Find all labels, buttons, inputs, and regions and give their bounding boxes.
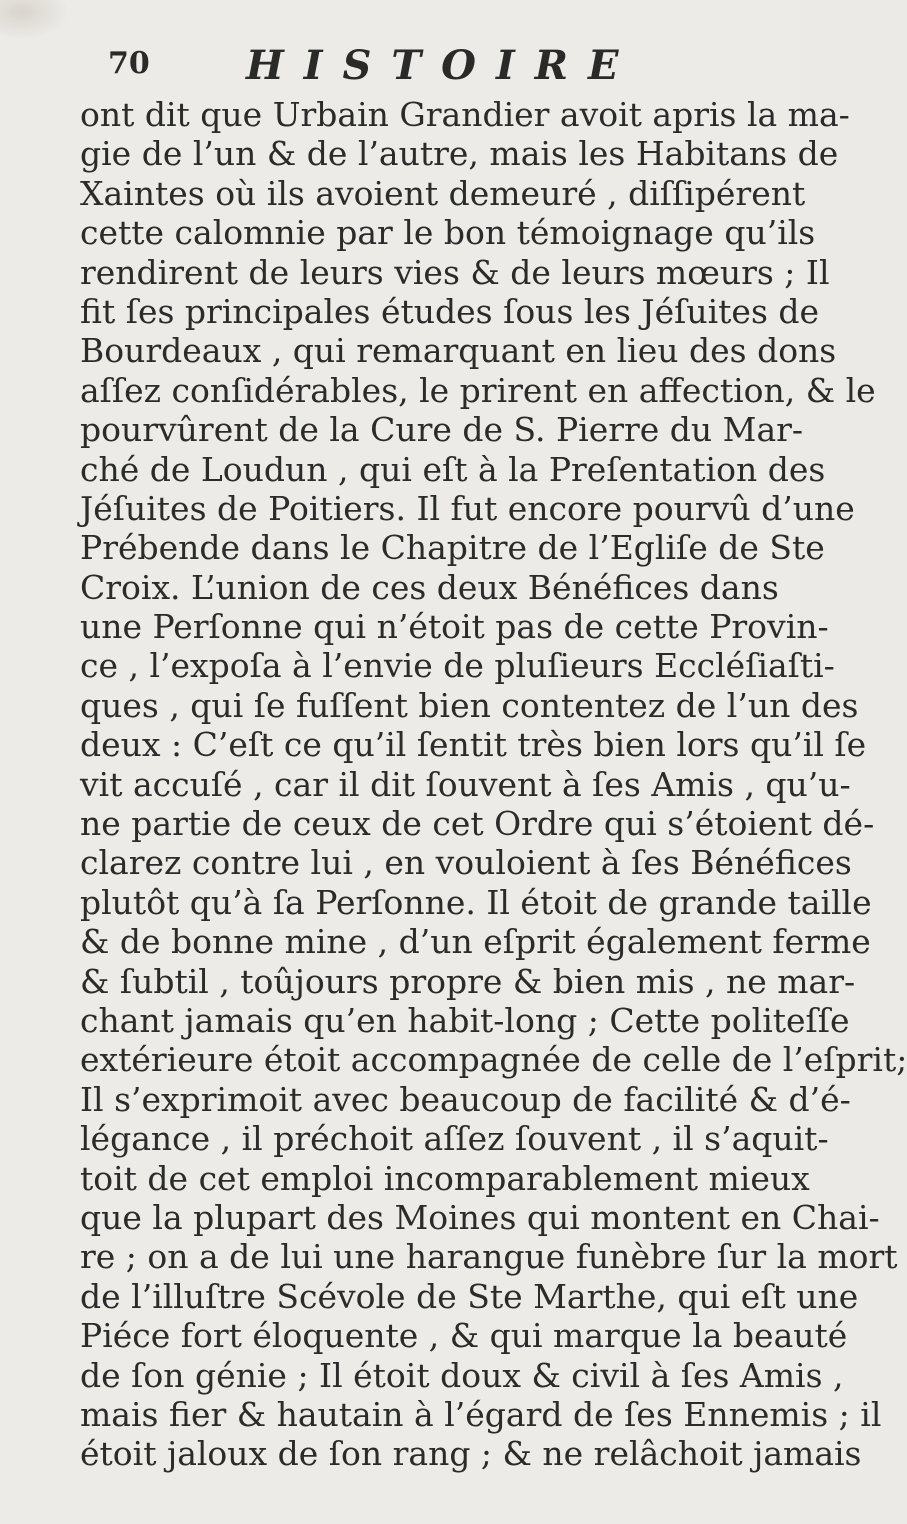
- text-line: rendirent de leurs vies & de leurs mœurs ; Il: [80, 252, 830, 292]
- text-line: ont dit que Urbain Grandier avoit apris la ma-: [80, 95, 850, 134]
- text-line: ques , qui ſe fuſſent bien contentez de l’un des: [80, 685, 859, 725]
- text-line: Croix. L’union de ces deux Bénéfices dans: [80, 567, 779, 607]
- text-line: une Perſonne qui n’étoit pas de cette Provin-: [80, 607, 829, 647]
- text-line: plutôt qu’à ſa Perſonne. Il étoit de grande taille: [80, 882, 872, 922]
- text-line: & ſubtil , toûjours propre & bien mis , ne mar-: [80, 961, 856, 1001]
- text-line: aſſez conſidérables, le prirent en affection, & le: [80, 370, 876, 410]
- text-line: Il s’exprimoit avec beaucoup de facilité & d’é-: [80, 1079, 851, 1119]
- text-line: mais fier & hautain à l’égard de ſes Ennemis ; il: [80, 1394, 882, 1434]
- text-line: pourvûrent de la Cure de S. Pierre du Mar-: [80, 410, 804, 450]
- body-text: [80, 95, 907, 1474]
- text-line: légance , il préchoit aſſez ſouvent , il s’aquit-: [80, 1119, 829, 1159]
- text-line: clarez contre lui , en vouloient à ſes Bénéfices: [80, 843, 852, 883]
- text-line: deux : C’eſt ce qu’il ſentit très bien lors qu’il ſe: [80, 725, 867, 765]
- text-line: ne partie de ceux de cet Ordre qui s’étoient dé-: [80, 804, 875, 844]
- text-line: de ſon génie ; Il étoit doux & civil à ſes Amis ,: [80, 1355, 844, 1395]
- text-line: étoit jaloux de ſon rang ; & ne relâchoit jamais: [80, 1434, 862, 1474]
- text-line: vit accuſé , car il dit ſouvent à ſes Amis , qu’u-: [80, 764, 851, 804]
- text-line: gie de l’un & de l’autre, mais les Habitans de: [80, 134, 839, 174]
- running-title: HISTOIRE: [246, 42, 639, 89]
- text-line: chant jamais qu’en habit-long ; Cette politeſſe: [80, 1000, 850, 1040]
- text-line: Jéſuites de Poitiers. Il fut encore pourvû d’une: [80, 488, 855, 528]
- text-line: re ; on a de lui une harangue funèbre ſur la mort: [80, 1237, 898, 1277]
- text-line: Bourdeaux , qui remarquant en lieu des dons: [80, 331, 837, 371]
- text-line: que la plupart des Moines qui montent en Chai-: [80, 1197, 880, 1237]
- paper-stain: [0, 0, 70, 40]
- text-line: de l’illuſtre Scévole de Ste Marthe, qui eſt une: [80, 1276, 859, 1316]
- text-line: extérieure étoit accompagnée de celle de l’eſprit;: [80, 1040, 907, 1080]
- text-line: fit ſes principales études ſous les Jéſuites de: [80, 291, 820, 331]
- page-header: [108, 42, 668, 102]
- text-line: Prébende dans le Chapitre de l’Egliſe de Ste: [80, 528, 825, 568]
- text-line: Xaintes où ils avoient demeuré , diſſipérent: [80, 173, 806, 213]
- text-line: ché de Loudun , qui eſt à la Preſentation des: [80, 449, 826, 489]
- text-line: ce , l’expoſa à l’envie de pluſieurs Eccléſiaſti-: [80, 646, 835, 686]
- text-line: & de bonne mine , d’un eſprit également ferme: [80, 922, 871, 962]
- text-line: toit de cet emploi incomparablement mieux: [80, 1158, 810, 1198]
- page-number: 70: [108, 46, 150, 81]
- text-line: Piéce fort éloquente , & qui marque la beauté: [80, 1316, 848, 1356]
- text-line: cette calomnie par le bon témoignage qu’ils: [80, 213, 816, 253]
